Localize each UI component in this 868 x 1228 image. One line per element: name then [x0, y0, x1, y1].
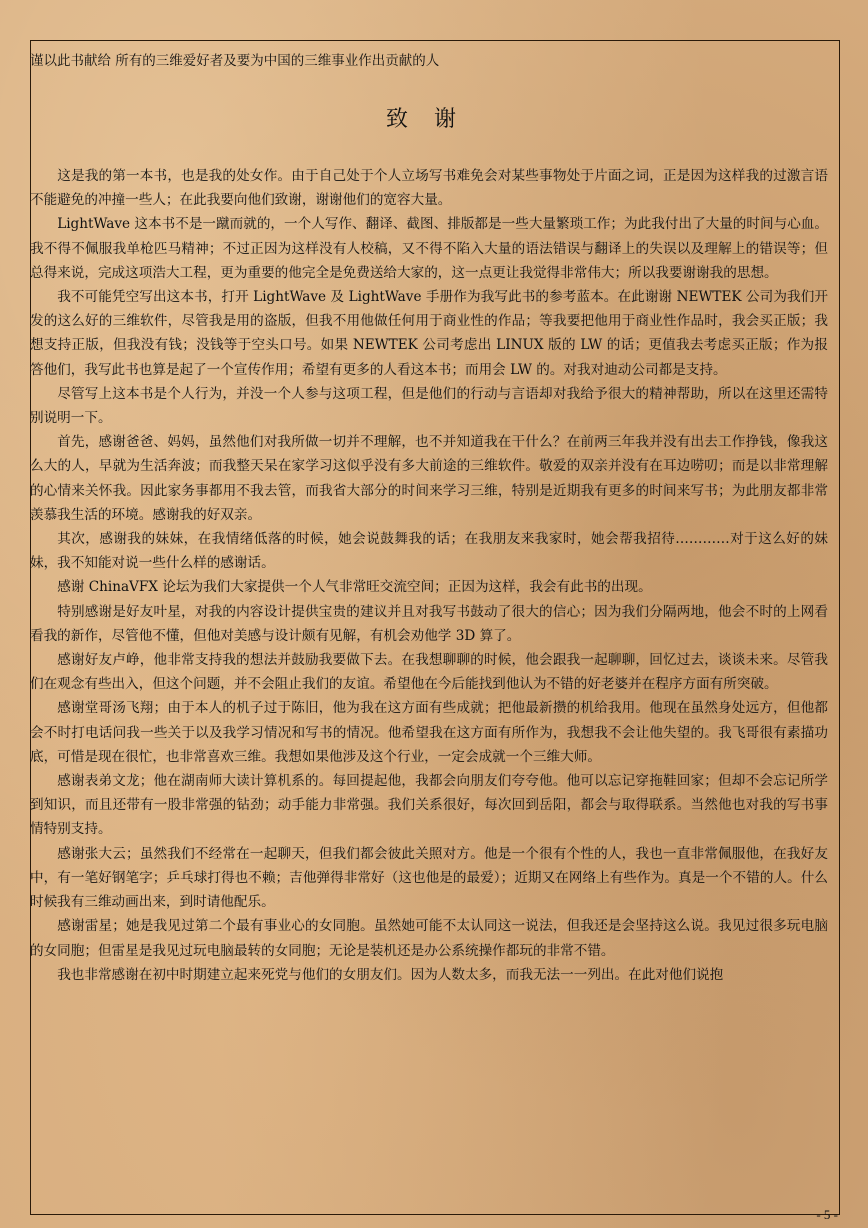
- paragraph: 我不可能凭空写出这本书，打开 LightWave 及 LightWave 手册作为我写此书的参考蓝本。在此谢谢 NEWTEK 公司为我们开发的这么好的三维软件，尽管我是用的盗版，但我不用他做任何用于商业性的作品；等我要把他用于商业性作品时，我会买正版；我想支持正版，但我没有钱；没钱等于空头口号。如果 NEWTEK 公司考虑出 LINUX 版的 LW 的话；更值我去考虑买正版；作为报答他们，我写此书也算是起了一个宣传作用；希望有更多的人看这本书；而用会 LW 的。对我对迪动公司都是支持。: [30, 289, 828, 378]
- page-title: 致谢: [385, 107, 482, 132]
- paragraph: 其次，感谢我的妹妹，在我情绪低落的时候，她会说鼓舞我的话；在我朋友来我家时，她会帮我招待…………对于这么好的妹妹，我不知能对说一些什么样的感谢话。: [30, 531, 828, 572]
- paragraph: 尽管写上这本书是个人行为，并没一个人参与这项工程，但是他们的行动与言语却对我给予很大的精神帮助，所以在这里还需特别说明一下。: [30, 385, 828, 427]
- paragraph: 感谢表弟文龙；他在湖南师大读计算机系的。每回提起他，我都会向朋友们夸夸他。他可以忘记穿拖鞋回家；但却不会忘记所学到知识，而且还带有一股非常强的钻劲；动手能力非常强。我们关系很好，每次回到岳阳，都会与取得联系。当然他也对我的写书事情特别支持。: [30, 773, 828, 838]
- page-number: - 5 -: [816, 1207, 838, 1222]
- paragraph: 这是我的第一本书，也是我的处女作。由于自己处于个人立场写书难免会对某些事物处于片面之词，正是因为这样我的过激言语不能避免的冲撞一些人；在此我要向他们致谢，谢谢他们的宽容大量。: [30, 168, 828, 209]
- paragraph: 我也非常感谢在初中时期建立起来死党与他们的女朋友们。因为人数太多，而我无法一一列出。在此对他们说抱: [57, 966, 724, 983]
- paragraph: 首先，感谢爸爸、妈妈，虽然他们对我所做一切并不理解，也不并知道我在干什么？在前两三年我并没有出去工作挣钱，像我这么大的人，早就为生活奔波；而我整天呆在家学习这似乎没有多大前途的三维软件。敬爱的双亲并没有在耳边唠叨；而是以非常理解的心情来关怀我。因此家务事都用不我去管，而我省大部分的时间来学习三维，特别是近期我有更多的时间来写书；为此朋友都非常羡慕我生活的环境。感谢我的好双亲。: [30, 434, 828, 523]
- dedication-line: 谨以此书献给 所有的三维爱好者及要为中国的三维事业作出贡献的人: [30, 53, 440, 69]
- paragraph: 感谢堂哥汤飞翔；由于本人的机子过于陈旧，他为我在这方面有些成就；把他最新攒的机给我用。他现在虽然身处远方，但他都会不时打电话问我一些关于以及我学习情况和写书的情况。他希望我在这方面有所作为，我想我不会让他失望的。我飞哥很有素描功底，可惜是现在很忙，也非常喜欢三维。我想如果他涉及这个行业，一定会成就一个三维大师。: [30, 700, 828, 765]
- paragraph: 感谢 ChinaVFX 论坛为我们大家提供一个人气非常旺交流空间；正因为这样，我会有此书的出现。: [57, 579, 652, 596]
- paragraph: LightWave 这本书不是一蹴而就的，一个人写作、翻译、截图、排版都是一些大量繁琐工作；为此我付出了大量的时间与心血。我不得不佩服我单枪匹马精神；不过正因为这样没有人校稿，又不得不陷入大量的语法错误与翻译上的失误以及理解上的错误等；但总得来说，完成这项浩大工程，更为重要的他完全是免费送给大家的，这一点更让我觉得非常伟大；所以我要谢谢我的思想。: [30, 216, 828, 281]
- paragraph: 感谢好友卢峥，他非常支持我的想法并鼓励我要做下去。在我想聊聊的时候，他会跟我一起聊聊，回忆过去，谈谈未来。尽管我们在观念有些出入，但这个问题，并不会阻止我们的友谊。希望他在今后能找到他认为不错的好老婆并在程序方面有所突破。: [30, 652, 828, 693]
- paragraph: 感谢雷星；她是我见过第二个最有事业心的女同胞。虽然她可能不太认同这一说法，但我还是会坚持这么说。我见过很多玩电脑的女同胞；但雷星是我见过玩电脑最转的女同胞；无论是装机还是办公系统操作都玩的非常不错。: [30, 918, 828, 959]
- paragraph: 特别感谢是好友叶星，对我的内容设计提供宝贵的建议并且对我写书鼓动了很大的信心；因为我们分隔两地，他会不时的上网看看我的新作，尽管他不懂，但他对美感与设计颇有见解，有机会劝他学 3D 算了。: [30, 603, 828, 644]
- paragraph: 感谢张大云；虽然我们不经常在一起聊天，但我们都会彼此关照对方。他是一个很有个性的人，我也一直非常佩服他，在我好友中，有一笔好钢笔字；乒乓球打得也不赖；吉他弹得非常好（这也他是的最爱）；近期又在网络上有些作为。真是一个不错的人。什么时候我有三维动画出来，到时请他配乐。: [30, 845, 828, 911]
- body-text: [30, 164, 828, 987]
